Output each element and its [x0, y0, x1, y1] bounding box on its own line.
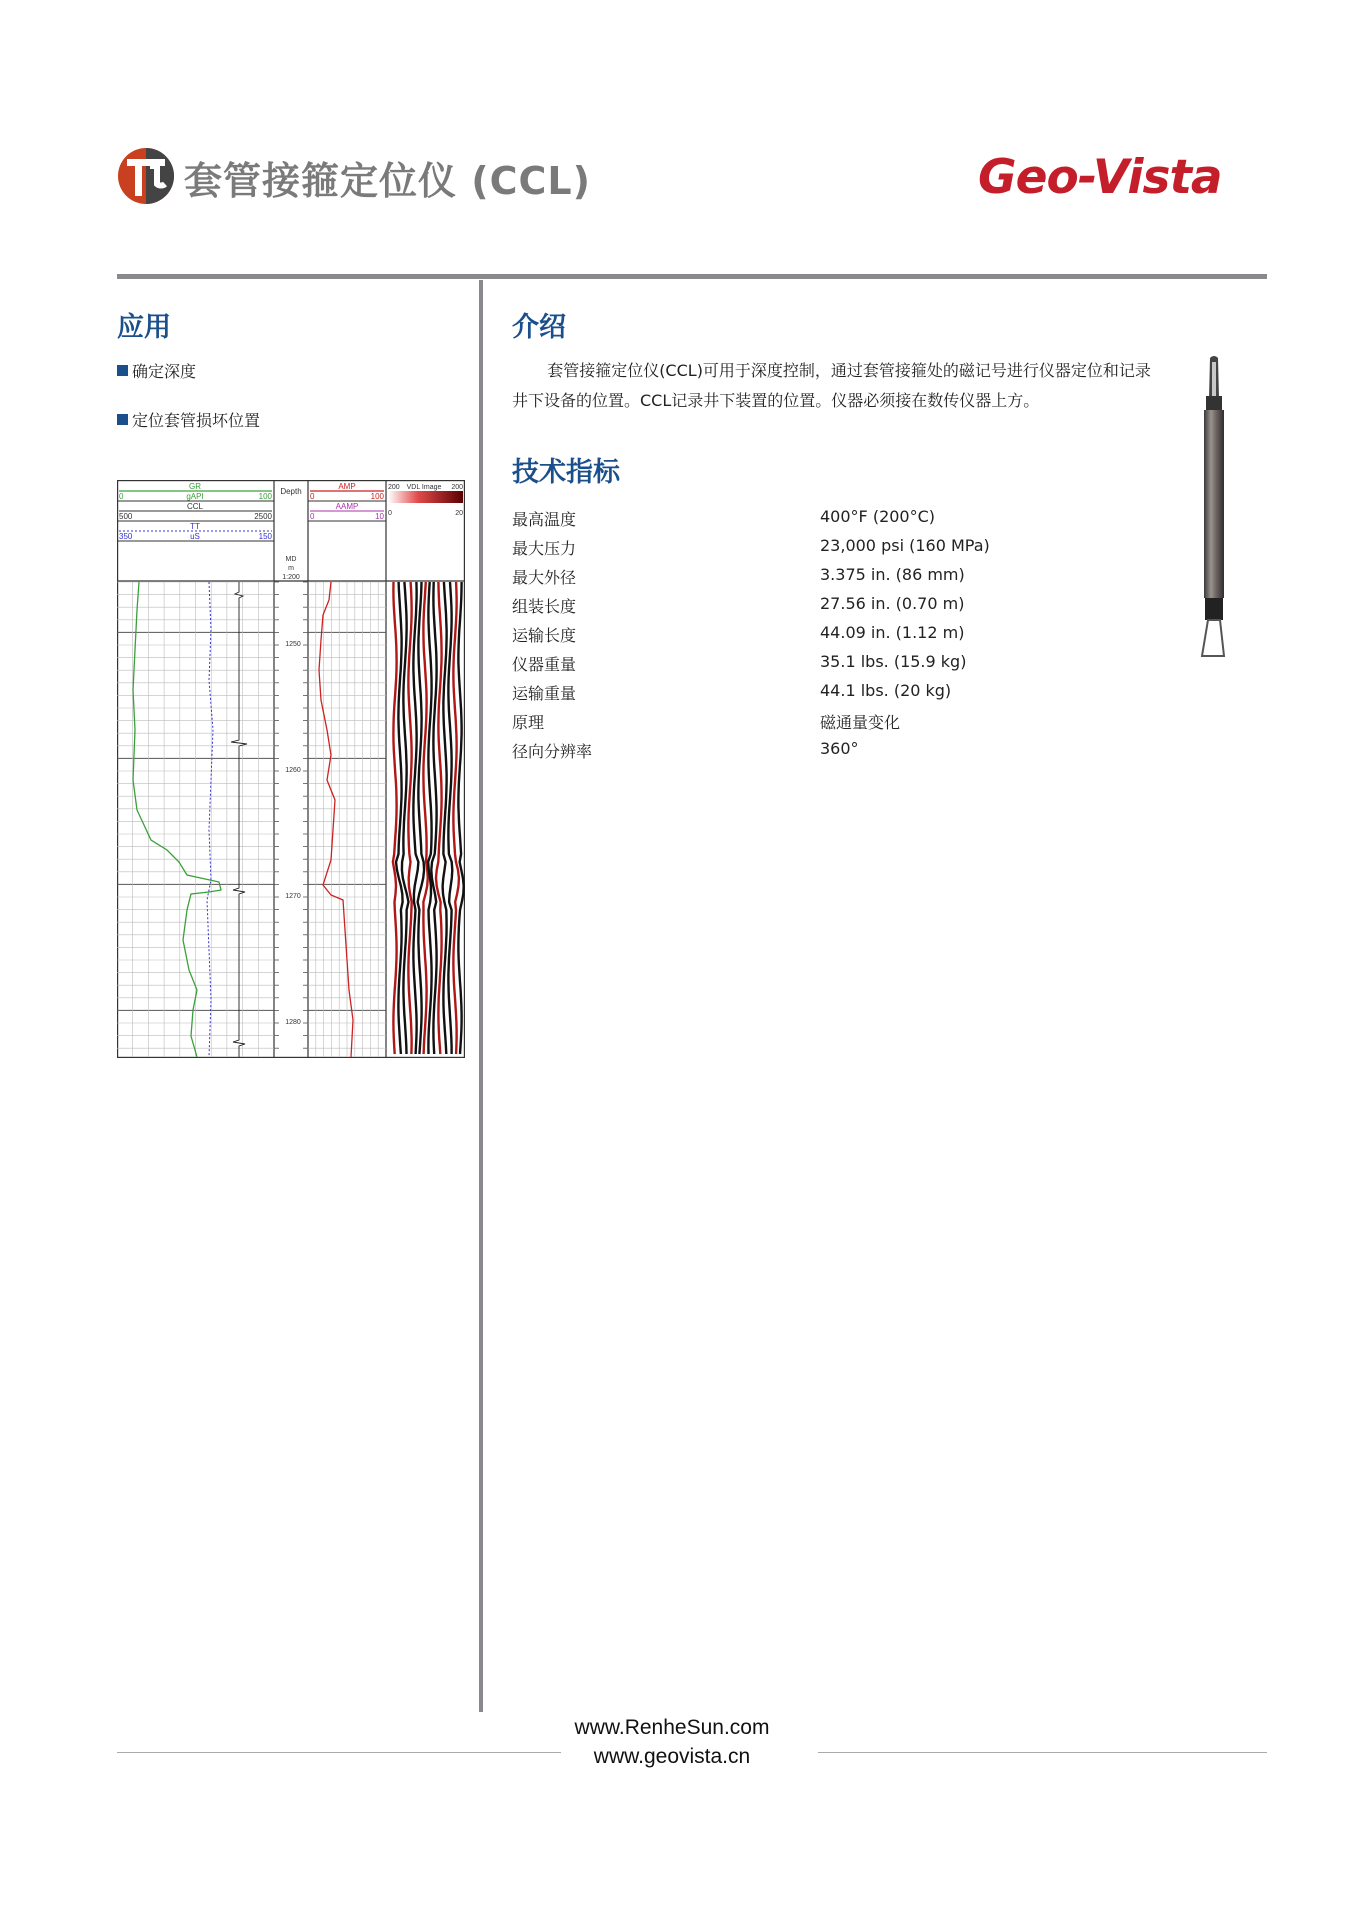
tt-min: 350 — [119, 532, 133, 541]
gr-unit: gAPI — [186, 492, 204, 501]
company-logo-icon — [117, 147, 175, 205]
tt-name: TT — [190, 522, 200, 531]
gr-name: GR — [189, 482, 201, 491]
aamp-min: 0 — [310, 512, 315, 521]
vdl-min: 0 — [388, 510, 392, 517]
vdl-image — [393, 582, 464, 1054]
bullet-square-icon — [117, 414, 128, 425]
spec-row: 最大压力 23,000 psi (160 MPa) — [512, 536, 990, 558]
depth-unit: m — [288, 565, 294, 572]
spec-row: 组装长度 27.56 in. (0.70 m) — [512, 594, 965, 616]
aamp-max: 10 — [375, 512, 384, 521]
depth-scale: 1:200 — [282, 574, 300, 581]
amp-max: 100 — [370, 492, 384, 501]
ccl-curve — [231, 582, 247, 1057]
ccl-max: 2500 — [254, 512, 272, 521]
footer-divider-left — [117, 1752, 561, 1753]
ccl-min: 500 — [119, 512, 133, 521]
depth-tick-label: 1250 — [285, 641, 301, 648]
spec-row: 运输重量 44.1 lbs. (20 kg) — [512, 681, 952, 703]
log-curves — [133, 582, 353, 1057]
gr-curve — [133, 582, 221, 1057]
vdl-stripe — [393, 582, 397, 1054]
introduction-text: 套管接箍定位仪(CCL)可用于深度控制，通过套管接箍处的磁记号进行仪器定位和记录井下设备的位置。CCL记录井下装置的位置。仪器必须接在数传仪器上方。 — [512, 361, 1151, 410]
application-item: 定位套管损坏位置 — [117, 408, 260, 431]
depth-md: MD — [285, 556, 297, 563]
spec-row: 原理 磁通量变化 — [512, 713, 901, 732]
column-divider — [479, 280, 483, 1712]
spec-row: 径向分辨率 360° — [512, 739, 859, 761]
amp-curve — [319, 582, 353, 1057]
spec-row: 最高温度 400°F (200°C) — [512, 507, 936, 529]
ccl-tool-image — [1198, 356, 1230, 668]
aamp-name: AAMP — [335, 502, 359, 511]
vdl-stripe — [408, 582, 411, 1054]
depth-name: Depth — [280, 487, 302, 496]
vdl-stripe — [423, 582, 427, 1054]
page-title: 套管接箍定位仪 (CCL) — [184, 159, 591, 203]
tt-unit: uS — [190, 532, 200, 541]
tt-max: 150 — [258, 532, 272, 541]
log-grid — [117, 582, 386, 1057]
footer-url-renhesun[interactable]: www.RenheSun.com — [574, 1716, 770, 1739]
vdl-max: 20 — [455, 510, 463, 517]
depth-tick-label: 1280 — [285, 1019, 301, 1026]
amp-name: AMP — [338, 482, 356, 491]
ccl-name: CCL — [186, 502, 204, 511]
gr-max: 100 — [258, 492, 272, 501]
vdl-stripe — [448, 582, 452, 1054]
bullet-square-icon — [117, 365, 128, 376]
gr-min: 0 — [119, 492, 124, 501]
specs-heading: 技术指标 — [512, 457, 620, 488]
log-figure — [117, 480, 465, 1058]
amp-min: 0 — [310, 492, 315, 501]
application-item: 确定深度 — [117, 359, 196, 382]
vdl-name: VDL Image — [406, 484, 442, 491]
introduction-heading: 介绍 — [512, 312, 566, 343]
vdl-stripe — [458, 582, 463, 1054]
spec-row: 运输长度 44.09 in. (1.12 m) — [512, 623, 965, 645]
tt-curve — [207, 582, 213, 1057]
vdl-left: 200 — [388, 484, 400, 491]
application-heading: 应用 — [117, 312, 171, 343]
footer-divider-right — [818, 1752, 1267, 1753]
spec-row: 最大外径 3.375 in. (86 mm) — [512, 565, 965, 587]
depth-tick-label: 1260 — [285, 767, 301, 774]
depth-tick-label: 1270 — [285, 893, 301, 900]
header-divider — [117, 274, 1267, 279]
brand-logo: Geo-Vista — [978, 150, 1222, 205]
vdl-stripe — [443, 582, 447, 1054]
footer-url-geovista[interactable]: www.geovista.cn — [593, 1745, 751, 1768]
vdl-right: 200 — [451, 484, 463, 491]
spec-row: 仪器重量 35.1 lbs. (15.9 kg) — [512, 652, 967, 674]
vdl-stripe — [428, 582, 432, 1054]
